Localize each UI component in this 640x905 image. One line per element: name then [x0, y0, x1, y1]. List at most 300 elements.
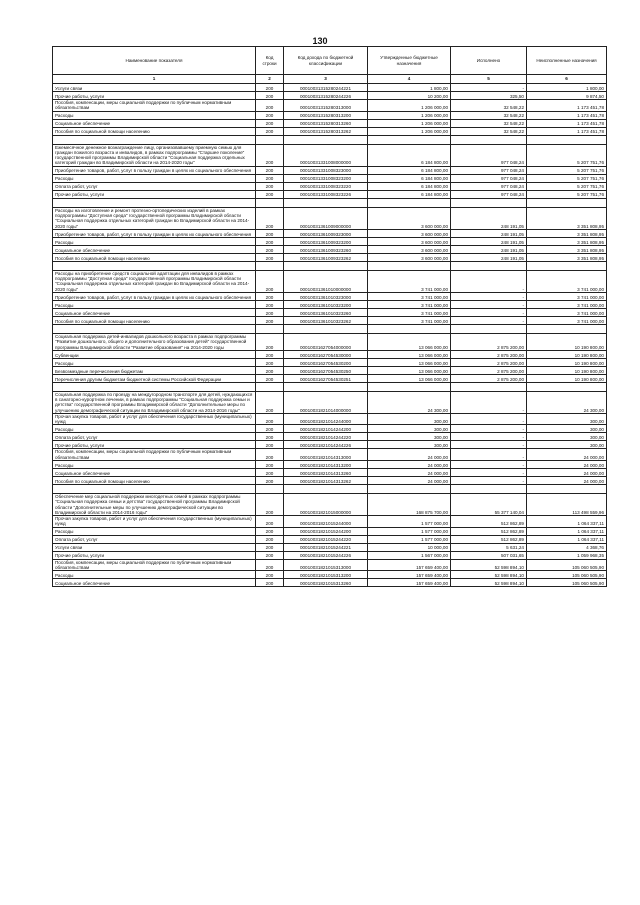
row-remaining: 3 351 808,95 [527, 229, 607, 237]
table-row [53, 477, 607, 485]
spacer-row [53, 261, 607, 270]
row-remaining: 10 190 800,00 [527, 366, 607, 374]
row-remaining: 1 173 451,78 [527, 127, 607, 135]
row-budget-code: 00010031361010323200 [284, 300, 368, 308]
row-approved: 3 741 000,00 [368, 316, 451, 324]
row-name: Социальная поддержка детей-инвалидов дошкольного возраста в рамках подпрограммы "Развитие дошкольного, общего и дополнительного образования детей" государственной программы Владимирской области "Развитие образования" на 2014-2020 годы [53, 333, 256, 350]
row-remaining: 300,00 [527, 425, 607, 433]
row-approved: 6 184 800,00 [368, 166, 451, 174]
spacer-cell [527, 324, 607, 333]
row-budget-code: 00010031361010323262 [284, 316, 368, 324]
row-line-code: 200 [256, 270, 284, 292]
spacer-cell [368, 324, 451, 333]
row-remaining: 1 173 451,78 [527, 100, 607, 112]
row-budget-code: 00010031361010323260 [284, 308, 368, 316]
table-row [53, 237, 607, 245]
row-budget-code: 00010031315280313260 [284, 119, 368, 127]
row-budget-code: 00010031361010323000 [284, 292, 368, 300]
table-row [53, 441, 607, 449]
row-executed: 977 048,24 [451, 182, 527, 190]
row-approved: 168 875 700,00 [368, 494, 451, 516]
row-name: Перечисления другим бюджетам бюджетной системы Российской Федерации [53, 374, 256, 382]
row-name: Обеспечение мер социальной поддержки многодетных семей в рамках подпрограммы "Социальная поддержка семьи и детства" государственной программы Владимирской области "Дополнительные меры по улучшению демографической ситуации во Владимирской области на 2014-2016 годы" [53, 494, 256, 516]
table-row [53, 100, 607, 112]
row-remaining: 5 207 751,76 [527, 182, 607, 190]
row-budget-code: 00010031331008323000 [284, 166, 368, 174]
row-line-code: 200 [256, 308, 284, 316]
spacer-cell [451, 485, 527, 494]
table-row [53, 543, 607, 551]
row-name: Пособия по социальной помощи населению [53, 127, 256, 135]
row-name: Расходы [53, 527, 256, 535]
row-line-code: 200 [256, 253, 284, 261]
row-name: Услуги связи [53, 543, 256, 551]
spacer-cell [527, 135, 607, 144]
row-budget-code: 00010031821015313260 [284, 579, 368, 587]
table-row [53, 229, 607, 237]
spacer-cell [53, 261, 256, 270]
row-budget-code: 00010031361009323200 [284, 237, 368, 245]
table-row [53, 84, 607, 92]
row-remaining: 113 498 559,96 [527, 494, 607, 516]
spacer-cell [368, 485, 451, 494]
row-executed: - [451, 461, 527, 469]
table-row [53, 174, 607, 182]
row-name: Пособия, компенсации, меры социальной поддержки по публичным нормативным обязательствам [53, 449, 256, 461]
row-remaining: 1 064 337,11 [527, 527, 607, 535]
row-name: Прочие работы, услуги [53, 551, 256, 559]
row-name: Расходы [53, 300, 256, 308]
spacer-cell [451, 382, 527, 391]
table-row [53, 245, 607, 253]
row-executed: 2 875 200,00 [451, 366, 527, 374]
row-line-code: 200 [256, 413, 284, 425]
table-row [53, 374, 607, 382]
table-row [53, 413, 607, 425]
row-name: Социальная поддержка по проезду на междугородном транспорте для детей, нуждающихся в санаторно-курортном лечении, в рамках подпрограммы "Социальная поддержка семьи и детства" государственной программы Владимирской области "Дополнительные меры по улучшению демографической ситуации во Владимирской области на 2014-2016 годы" [53, 391, 256, 413]
table-row [53, 449, 607, 461]
row-remaining: 3 741 000,00 [527, 270, 607, 292]
row-name: Социальное обеспечение [53, 469, 256, 477]
row-budget-code: 00010031627054530200 [284, 358, 368, 366]
row-executed: - [451, 300, 527, 308]
row-executed: - [451, 469, 527, 477]
row-name: Прочие работы, услуги [53, 92, 256, 100]
row-line-code: 200 [256, 527, 284, 535]
row-name: Пособия, компенсации, меры социальной поддержки по публичным нормативным обязательствам [53, 559, 256, 571]
row-approved: 300,00 [368, 413, 451, 425]
table-row [53, 535, 607, 543]
table-row [53, 333, 607, 350]
row-line-code: 200 [256, 182, 284, 190]
row-remaining: 3 351 808,95 [527, 245, 607, 253]
row-line-code: 200 [256, 535, 284, 543]
row-approved: 13 066 000,00 [368, 333, 451, 350]
row-approved: 1 206 000,00 [368, 100, 451, 112]
row-name: Оплата работ, услуг [53, 535, 256, 543]
row-executed: 977 048,24 [451, 144, 527, 166]
row-line-code: 200 [256, 237, 284, 245]
row-remaining: 300,00 [527, 433, 607, 441]
spacer-cell [256, 261, 284, 270]
row-remaining: 24 300,00 [527, 391, 607, 413]
column-number-row [53, 75, 607, 84]
column-number: 6 [527, 75, 607, 84]
row-approved: 3 600 000,00 [368, 229, 451, 237]
row-name: Оплата работ, услуг [53, 433, 256, 441]
row-approved: 13 066 000,00 [368, 374, 451, 382]
row-remaining: 105 060 505,90 [527, 579, 607, 587]
spacer-row [53, 324, 607, 333]
row-remaining: 1 064 337,11 [527, 535, 607, 543]
row-budget-code: 00010031361009323000 [284, 229, 368, 237]
row-name: Пособия по социальной помощи населению [53, 316, 256, 324]
row-line-code: 200 [256, 190, 284, 198]
column-number: 4 [368, 75, 451, 84]
row-remaining: 5 207 751,76 [527, 190, 607, 198]
row-name: Социальное обеспечение [53, 245, 256, 253]
table-row [53, 92, 607, 100]
table-row [53, 144, 607, 166]
row-remaining: 3 351 808,95 [527, 237, 607, 245]
row-name: Услуги связи [53, 84, 256, 92]
row-budget-code: 00010031821014313000 [284, 449, 368, 461]
row-remaining: 1 173 451,78 [527, 119, 607, 127]
row-approved: 300,00 [368, 441, 451, 449]
row-approved: 13 066 000,00 [368, 350, 451, 358]
row-line-code: 200 [256, 374, 284, 382]
row-name: Пособия по социальной помощи населению [53, 477, 256, 485]
row-budget-code: 00010031821014244200 [284, 425, 368, 433]
row-name: Приобретение товаров, работ, услуг в пользу граждан в целях их социального обеспечения [53, 166, 256, 174]
row-line-code: 200 [256, 433, 284, 441]
row-name: Расходы [53, 237, 256, 245]
header-executed: Исполнено [451, 47, 527, 75]
row-line-code: 200 [256, 579, 284, 587]
row-executed: 248 191,05 [451, 207, 527, 229]
row-line-code: 200 [256, 111, 284, 119]
spacer-cell [256, 485, 284, 494]
row-budget-code: 00010031627054530251 [284, 374, 368, 382]
spacer-row [53, 135, 607, 144]
row-approved: 24 000,00 [368, 461, 451, 469]
row-line-code: 200 [256, 100, 284, 112]
row-name: Расходы [53, 425, 256, 433]
column-number: 2 [256, 75, 284, 84]
row-executed: - [451, 316, 527, 324]
spacer-cell [284, 198, 368, 207]
row-approved: 1 577 000,00 [368, 527, 451, 535]
row-budget-code: 00010031821015244226 [284, 551, 368, 559]
spacer-cell [368, 261, 451, 270]
row-budget-code: 00010031315280313262 [284, 127, 368, 135]
spacer-cell [527, 485, 607, 494]
row-budget-code: 00010031821015313200 [284, 571, 368, 579]
row-name: Социальное обеспечение [53, 119, 256, 127]
row-budget-code: 00010031315280313200 [284, 111, 368, 119]
row-name: Прочая закупка товаров, работ и услуг для обеспечения государственных (муниципальных) нужд [53, 413, 256, 425]
row-remaining: 5 207 751,76 [527, 166, 607, 174]
row-line-code: 200 [256, 84, 284, 92]
row-executed: 248 191,05 [451, 229, 527, 237]
row-name: Пособия по социальной помощи населению [53, 253, 256, 261]
table-row [53, 516, 607, 528]
row-line-code: 200 [256, 516, 284, 528]
row-remaining: 3 741 000,00 [527, 316, 607, 324]
page-number: 130 [312, 36, 328, 46]
spacer-cell [527, 198, 607, 207]
row-approved: 157 659 400,00 [368, 571, 451, 579]
row-approved: 6 184 800,00 [368, 144, 451, 166]
row-remaining: 24 000,00 [527, 449, 607, 461]
row-line-code: 200 [256, 92, 284, 100]
spacer-cell [284, 382, 368, 391]
row-budget-code: 00010031821014244226 [284, 441, 368, 449]
table-body [53, 84, 607, 587]
row-name: Прочая закупка товаров, работ и услуг для обеспечения государственных (муниципальных) нужд [53, 516, 256, 528]
row-remaining: 5 207 751,76 [527, 174, 607, 182]
row-remaining: 24 000,00 [527, 461, 607, 469]
row-remaining: 3 741 000,00 [527, 292, 607, 300]
row-remaining: 1 064 337,11 [527, 516, 607, 528]
row-approved: 300,00 [368, 425, 451, 433]
row-executed: 52 598 894,10 [451, 579, 527, 587]
row-budget-code: 00010031821015244221 [284, 543, 368, 551]
table-row [53, 300, 607, 308]
row-line-code: 200 [256, 292, 284, 300]
row-executed: 52 598 894,10 [451, 571, 527, 579]
row-budget-code: 00010031627054530000 [284, 350, 368, 358]
row-budget-code: 00010031315280313000 [284, 100, 368, 112]
table-row [53, 391, 607, 413]
row-approved: 1 567 000,00 [368, 551, 451, 559]
row-budget-code: 00010031821015313000 [284, 559, 368, 571]
row-executed: 2 875 200,00 [451, 350, 527, 358]
row-executed: 2 875 200,00 [451, 358, 527, 366]
row-approved: 24 000,00 [368, 449, 451, 461]
row-name: Субвенции [53, 350, 256, 358]
row-line-code: 200 [256, 245, 284, 253]
row-remaining: 105 060 505,90 [527, 571, 607, 579]
row-executed: 32 548,22 [451, 119, 527, 127]
row-approved: 1 206 000,00 [368, 119, 451, 127]
row-line-code: 200 [256, 366, 284, 374]
row-name: Социальное обеспечение [53, 308, 256, 316]
row-line-code: 200 [256, 358, 284, 366]
row-approved: 157 659 400,00 [368, 579, 451, 587]
row-line-code: 200 [256, 425, 284, 433]
row-name: Приобретение товаров, работ, услуг в пользу граждан в целях их социального обеспечения [53, 229, 256, 237]
row-remaining: 1 059 968,35 [527, 551, 607, 559]
row-budget-code: 00010031821014000000 [284, 391, 368, 413]
row-approved: 1 206 000,00 [368, 111, 451, 119]
row-remaining: 24 000,00 [527, 477, 607, 485]
row-remaining: 9 874,50 [527, 92, 607, 100]
row-name: Расходы [53, 111, 256, 119]
row-budget-code: 00010031361010000000 [284, 270, 368, 292]
table-row [53, 308, 607, 316]
row-line-code: 200 [256, 571, 284, 579]
row-budget-code: 00010031331008000000 [284, 144, 368, 166]
row-remaining: 300,00 [527, 441, 607, 449]
row-line-code: 200 [256, 127, 284, 135]
row-line-code: 200 [256, 551, 284, 559]
table-row [53, 469, 607, 477]
row-remaining: 10 190 800,00 [527, 358, 607, 366]
row-executed: 325,50 [451, 92, 527, 100]
spacer-cell [368, 135, 451, 144]
row-approved: 1 577 000,00 [368, 516, 451, 528]
row-executed: 5 631,24 [451, 543, 527, 551]
row-executed: 977 048,24 [451, 190, 527, 198]
header-approved: Утвержденные бюджетные назначения [368, 47, 451, 75]
table-row [53, 253, 607, 261]
row-executed: 512 862,89 [451, 535, 527, 543]
header-indicator-name: Наименование показателя [53, 47, 256, 75]
spacer-cell [53, 135, 256, 144]
table-row [53, 316, 607, 324]
table-row [53, 270, 607, 292]
spacer-cell [284, 485, 368, 494]
row-approved: 6 184 800,00 [368, 174, 451, 182]
row-approved: 1 577 000,00 [368, 535, 451, 543]
row-remaining: 24 000,00 [527, 469, 607, 477]
spacer-cell [451, 198, 527, 207]
row-name: Расходы [53, 571, 256, 579]
table-row [53, 119, 607, 127]
spacer-cell [368, 198, 451, 207]
row-executed: - [451, 449, 527, 461]
row-budget-code: 00010031361009323260 [284, 245, 368, 253]
row-approved: 3 600 000,00 [368, 207, 451, 229]
row-approved: 3 741 000,00 [368, 308, 451, 316]
row-remaining: 300,00 [527, 413, 607, 425]
row-executed: 32 548,22 [451, 100, 527, 112]
row-approved: 6 184 800,00 [368, 182, 451, 190]
spacer-cell [53, 198, 256, 207]
row-executed: - [451, 433, 527, 441]
row-name: Ежемесячное денежное вознаграждение лицу, организовавшему приемную семью для граждан пожилого возраста и инвалидов, в рамках подпрограммы "Старшее поколение" государственной программы Владимирской области "Социальная поддержка отдельных категорий граждан во Владимирской области на 2014-2020 годы" [53, 144, 256, 166]
table-row [53, 425, 607, 433]
row-approved: 10 000,00 [368, 543, 451, 551]
spacer-cell [451, 324, 527, 333]
spacer-cell [284, 261, 368, 270]
row-approved: 3 600 000,00 [368, 245, 451, 253]
row-line-code: 200 [256, 144, 284, 166]
row-line-code: 200 [256, 316, 284, 324]
row-approved: 1 206 000,00 [368, 127, 451, 135]
table-row [53, 190, 607, 198]
column-number: 5 [451, 75, 527, 84]
spacer-row [53, 382, 607, 391]
row-approved: 3 741 000,00 [368, 270, 451, 292]
row-name: Прочие работы, услуги [53, 441, 256, 449]
table-row [53, 366, 607, 374]
spacer-cell [451, 135, 527, 144]
row-approved: 3 600 000,00 [368, 237, 451, 245]
row-approved: 3 600 000,00 [368, 253, 451, 261]
row-line-code: 200 [256, 166, 284, 174]
row-budget-code: 00010031331008323200 [284, 174, 368, 182]
row-budget-code: 00010031331008323220 [284, 182, 368, 190]
row-budget-code: 00010031821014313262 [284, 477, 368, 485]
row-executed: - [451, 308, 527, 316]
spacer-cell [256, 382, 284, 391]
row-executed: 2 875 200,00 [451, 374, 527, 382]
header-budget-code: Код дохода по бюджетной классификации [284, 47, 368, 75]
table-header-row [53, 47, 607, 75]
row-remaining: 10 190 800,00 [527, 350, 607, 358]
row-name: Расходы [53, 358, 256, 366]
row-line-code: 200 [256, 391, 284, 413]
row-executed: - [451, 413, 527, 425]
row-budget-code: 00010031627054530250 [284, 366, 368, 374]
row-remaining: 1 800,00 [527, 84, 607, 92]
row-executed: 512 862,89 [451, 516, 527, 528]
row-remaining: 3 351 808,95 [527, 207, 607, 229]
spacer-cell [527, 382, 607, 391]
row-budget-code: 00010031361009323262 [284, 253, 368, 261]
spacer-cell [451, 261, 527, 270]
row-executed: - [451, 441, 527, 449]
row-approved: 157 659 400,00 [368, 559, 451, 571]
row-approved: 13 066 000,00 [368, 366, 451, 374]
row-approved: 24 000,00 [368, 477, 451, 485]
spacer-cell [256, 324, 284, 333]
table-row [53, 559, 607, 571]
row-budget-code: 00010031821014244220 [284, 433, 368, 441]
spacer-row [53, 485, 607, 494]
header-remaining: Неисполненные назначения [527, 47, 607, 75]
row-name: Расходы на приобретение средств социальной адаптации для инвалидов в рамках подпрограммы "Доступная среда" государственной программы Владимирской области "Социальная поддержка отдельных категорий граждан во Владимирской области на 2014-2020 годы" [53, 270, 256, 292]
row-remaining: 10 190 800,00 [527, 374, 607, 382]
row-executed: 55 377 140,04 [451, 494, 527, 516]
row-remaining: 10 190 800,00 [527, 333, 607, 350]
row-approved: 3 741 000,00 [368, 292, 451, 300]
row-name: Расходы [53, 461, 256, 469]
row-approved: 1 800,00 [368, 84, 451, 92]
table-row [53, 182, 607, 190]
row-remaining: 5 207 751,76 [527, 144, 607, 166]
row-executed: - [451, 477, 527, 485]
row-executed: - [451, 84, 527, 92]
row-name: Расходы на изготовление и ремонт протезно-ортопедических изделий в рамках подпрограммы "Доступная среда" государственной программы Владимирской области "Социальная поддержка отдельных категорий граждан во Владимирской области на 2014-2020 годы" [53, 207, 256, 229]
row-approved: 300,00 [368, 433, 451, 441]
row-line-code: 200 [256, 333, 284, 350]
spacer-cell [53, 382, 256, 391]
table-row [53, 551, 607, 559]
row-budget-code: 00010031821015244220 [284, 535, 368, 543]
table-row [53, 494, 607, 516]
row-executed: - [451, 270, 527, 292]
table-row [53, 292, 607, 300]
row-remaining: 3 741 000,00 [527, 300, 607, 308]
row-executed: 977 048,24 [451, 174, 527, 182]
row-approved: 6 184 800,00 [368, 190, 451, 198]
row-line-code: 200 [256, 207, 284, 229]
column-number: 1 [53, 75, 256, 84]
row-executed: 32 548,22 [451, 127, 527, 135]
spacer-cell [256, 135, 284, 144]
row-executed: - [451, 292, 527, 300]
row-line-code: 200 [256, 229, 284, 237]
table-row [53, 579, 607, 587]
row-approved: 3 741 000,00 [368, 300, 451, 308]
row-line-code: 200 [256, 350, 284, 358]
spacer-cell [53, 485, 256, 494]
row-budget-code: 00010031361009000000 [284, 207, 368, 229]
row-line-code: 200 [256, 559, 284, 571]
